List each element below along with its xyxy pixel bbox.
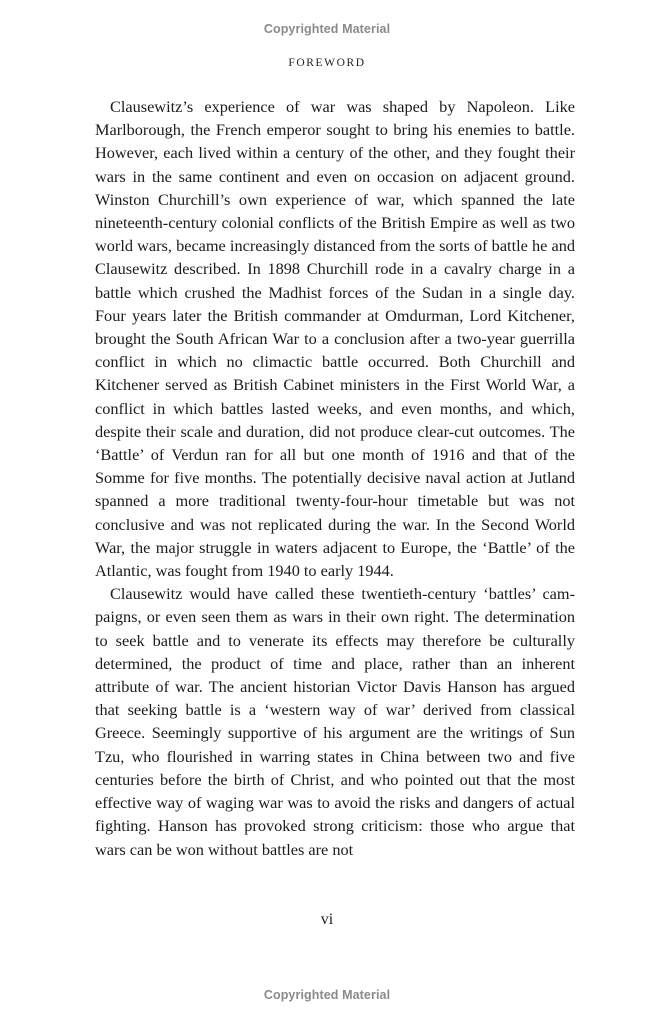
body-text (95, 95, 575, 861)
page-number: vi (320, 911, 334, 928)
paragraph: Clausewitz would have called these twentieth-century ‘battles’ campaigns, or even seen them as wars in their own right. The determination to seek battle and to venerate its effects may therefore be culturally determined, the product of time and place, rather than an inherent attribute of war. The ancient historian Victor Davis Hanson has argued that seeking battle is a ‘western way of war’ derived from classical Greece. Seemingly supportive of his argument are the writings of Sun Tzu, who flourished in warring states in China between two and five centuries before the birth of Christ, and who pointed out that the most effective way of waging war was to avoid the risks and dangers of actual fighting. Hanson has provoked strong criticism: those who argue that wars can be won without battles are not (95, 584, 575, 859)
running-head: FOREWORD (288, 57, 366, 69)
paragraph: Clausewitz’s experience of war was shaped by Napoleon. Like Marlborough, the French emperor sought to bring his enemies to battle. However, each lived within a century of the other, and they fought their wars in the same continent and even on occasion on adjacent ground. Winston Churchill’s own experience of war, which spanned the late nineteenth-century colonial conflicts of the British Empire as well as two world wars, became increasingly distanced from the sorts of battle he and Clausewitz described. In 1898 Churchill rode in a cavalry charge in a battle which crushed the Madhist forces of the Sudan in a single day. Four years later the British commander at Omdurman, Lord Kitchener, brought the South African War to a conclusion after a two-year guerrilla conflict in which no climactic battle occurred. Both Churchill and Kitchener served as British Cabinet ministers in the First World War, a conflict in which battles lasted weeks, and even months, and which, despite their scale and duration, did not produce clear-cut outcomes. The ‘Battle’ of Verdun ran for all but one month of 1916 and that of the Somme for five months. The potentially decisive naval action at Jutland spanned a more traditional twenty-four-hour timetable but was not conclusive and was not replicated during the war. In the Second World War, the major struggle in waters adjacent to Europe, the ‘Battle’ of the Atlantic, was fought from 1940 to early 1944. (95, 97, 575, 581)
copyright-watermark-top: Copyrighted Material (263, 22, 391, 36)
copyright-watermark-bottom: Copyrighted Material (263, 988, 391, 1002)
